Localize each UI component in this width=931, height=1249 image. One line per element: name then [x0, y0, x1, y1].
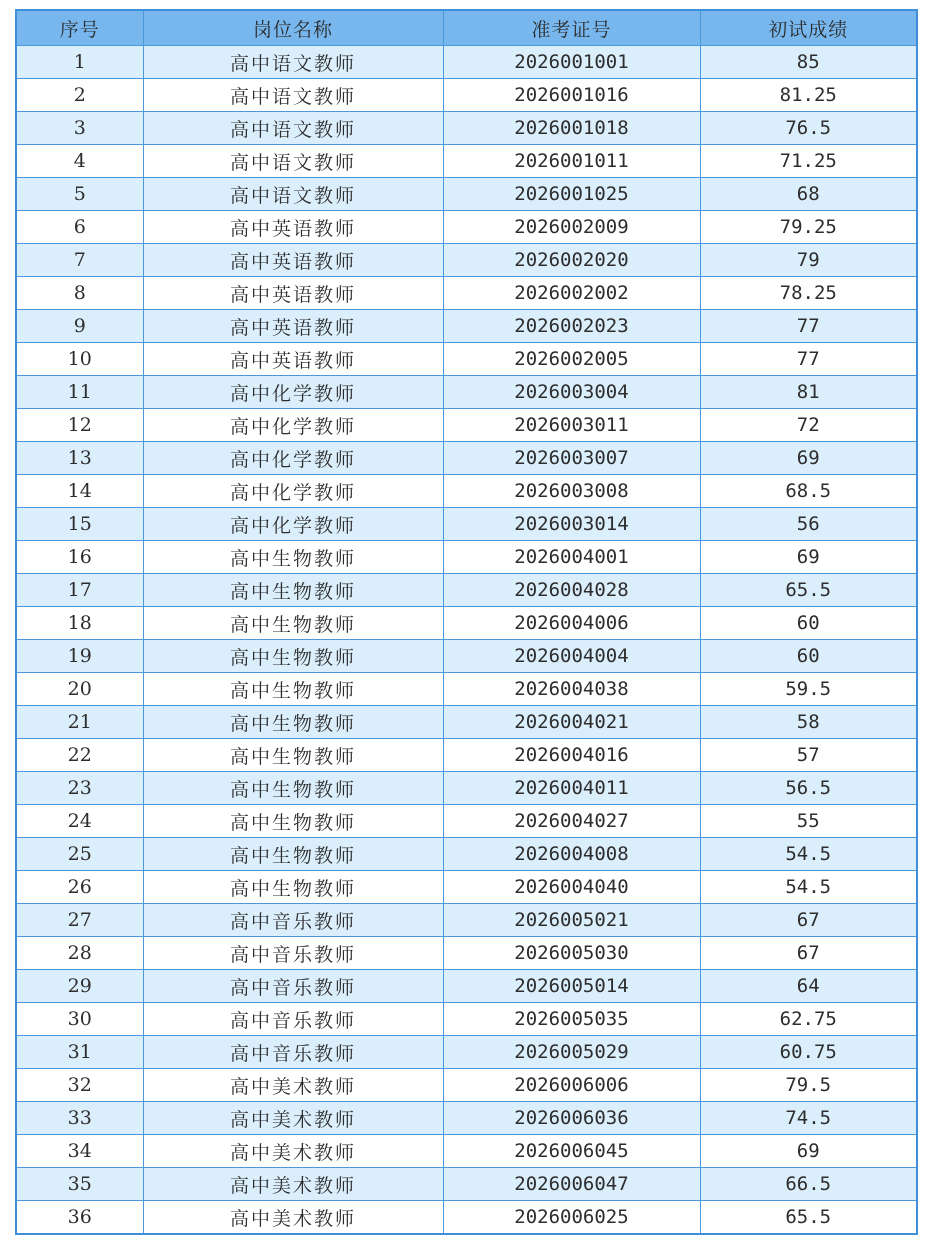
table-row [16, 475, 917, 508]
cell-admission-number: 2026004016 [443, 739, 700, 772]
table-body [16, 46, 917, 1235]
cell-admission-number: 2026005030 [443, 937, 700, 970]
cell-admission-number: 2026004038 [443, 673, 700, 706]
table-row [16, 277, 917, 310]
cell-serial-number: 27 [16, 904, 143, 937]
table-row [16, 739, 917, 772]
table-row [16, 145, 917, 178]
cell-position-name: 高中美术教师 [143, 1168, 443, 1201]
cell-serial-number: 7 [16, 244, 143, 277]
table-row [16, 1201, 917, 1235]
cell-position-name: 高中化学教师 [143, 508, 443, 541]
cell-position-name: 高中英语教师 [143, 211, 443, 244]
cell-position-name: 高中美术教师 [143, 1201, 443, 1235]
cell-serial-number: 36 [16, 1201, 143, 1235]
header-position-name: 岗位名称 [143, 10, 443, 46]
cell-position-name: 高中化学教师 [143, 376, 443, 409]
header-admission-number: 准考证号 [443, 10, 700, 46]
cell-position-name: 高中生物教师 [143, 574, 443, 607]
cell-initial-score: 64 [700, 970, 917, 1003]
table-row [16, 211, 917, 244]
cell-initial-score: 68.5 [700, 475, 917, 508]
cell-position-name: 高中英语教师 [143, 343, 443, 376]
table-row [16, 178, 917, 211]
cell-position-name: 高中生物教师 [143, 805, 443, 838]
table-row [16, 46, 917, 79]
table-row [16, 541, 917, 574]
cell-position-name: 高中生物教师 [143, 673, 443, 706]
cell-position-name: 高中音乐教师 [143, 1036, 443, 1069]
cell-admission-number: 2026004008 [443, 838, 700, 871]
cell-serial-number: 16 [16, 541, 143, 574]
table-row [16, 442, 917, 475]
table-row [16, 1102, 917, 1135]
cell-serial-number: 34 [16, 1135, 143, 1168]
cell-initial-score: 69 [700, 442, 917, 475]
table-row [16, 607, 917, 640]
table-row [16, 640, 917, 673]
cell-admission-number: 2026006047 [443, 1168, 700, 1201]
cell-initial-score: 81 [700, 376, 917, 409]
table-row [16, 409, 917, 442]
cell-position-name: 高中生物教师 [143, 640, 443, 673]
table-row [16, 1003, 917, 1036]
cell-initial-score: 67 [700, 904, 917, 937]
table-header [16, 10, 917, 46]
cell-serial-number: 14 [16, 475, 143, 508]
cell-admission-number: 2026006045 [443, 1135, 700, 1168]
cell-serial-number: 2 [16, 79, 143, 112]
cell-initial-score: 69 [700, 541, 917, 574]
cell-position-name: 高中生物教师 [143, 541, 443, 574]
cell-admission-number: 2026006006 [443, 1069, 700, 1102]
cell-initial-score: 66.5 [700, 1168, 917, 1201]
cell-initial-score: 81.25 [700, 79, 917, 112]
cell-initial-score: 76.5 [700, 112, 917, 145]
table-row [16, 970, 917, 1003]
table-row [16, 706, 917, 739]
cell-serial-number: 33 [16, 1102, 143, 1135]
cell-serial-number: 26 [16, 871, 143, 904]
cell-position-name: 高中生物教师 [143, 772, 443, 805]
cell-admission-number: 2026006036 [443, 1102, 700, 1135]
cell-serial-number: 29 [16, 970, 143, 1003]
cell-admission-number: 2026002005 [443, 343, 700, 376]
cell-serial-number: 21 [16, 706, 143, 739]
cell-serial-number: 5 [16, 178, 143, 211]
table-row [16, 904, 917, 937]
cell-initial-score: 85 [700, 46, 917, 79]
cell-initial-score: 77 [700, 310, 917, 343]
cell-serial-number: 12 [16, 409, 143, 442]
cell-serial-number: 22 [16, 739, 143, 772]
cell-serial-number: 31 [16, 1036, 143, 1069]
cell-serial-number: 3 [16, 112, 143, 145]
cell-initial-score: 72 [700, 409, 917, 442]
cell-position-name: 高中音乐教师 [143, 970, 443, 1003]
cell-initial-score: 58 [700, 706, 917, 739]
cell-position-name: 高中音乐教师 [143, 937, 443, 970]
table-row [16, 79, 917, 112]
cell-admission-number: 2026003011 [443, 409, 700, 442]
cell-admission-number: 2026003007 [443, 442, 700, 475]
header-initial-score: 初试成绩 [700, 10, 917, 46]
table-row [16, 805, 917, 838]
cell-initial-score: 62.75 [700, 1003, 917, 1036]
cell-position-name: 高中生物教师 [143, 706, 443, 739]
cell-serial-number: 23 [16, 772, 143, 805]
cell-admission-number: 2026003008 [443, 475, 700, 508]
cell-serial-number: 10 [16, 343, 143, 376]
cell-serial-number: 20 [16, 673, 143, 706]
cell-initial-score: 57 [700, 739, 917, 772]
cell-serial-number: 19 [16, 640, 143, 673]
table-row [16, 772, 917, 805]
cell-admission-number: 2026002009 [443, 211, 700, 244]
cell-position-name: 高中语文教师 [143, 46, 443, 79]
cell-serial-number: 4 [16, 145, 143, 178]
table-row [16, 1069, 917, 1102]
cell-serial-number: 6 [16, 211, 143, 244]
cell-position-name: 高中生物教师 [143, 607, 443, 640]
header-serial-number: 序号 [16, 10, 143, 46]
cell-admission-number: 2026004027 [443, 805, 700, 838]
cell-position-name: 高中语文教师 [143, 145, 443, 178]
cell-position-name: 高中化学教师 [143, 442, 443, 475]
cell-initial-score: 68 [700, 178, 917, 211]
table-row [16, 376, 917, 409]
cell-position-name: 高中英语教师 [143, 310, 443, 343]
table-row [16, 310, 917, 343]
cell-serial-number: 35 [16, 1168, 143, 1201]
cell-position-name: 高中生物教师 [143, 871, 443, 904]
cell-initial-score: 65.5 [700, 1201, 917, 1235]
table-row [16, 838, 917, 871]
cell-position-name: 高中音乐教师 [143, 1003, 443, 1036]
cell-position-name: 高中语文教师 [143, 79, 443, 112]
cell-initial-score: 56 [700, 508, 917, 541]
cell-initial-score: 71.25 [700, 145, 917, 178]
cell-serial-number: 30 [16, 1003, 143, 1036]
cell-position-name: 高中美术教师 [143, 1102, 443, 1135]
cell-position-name: 高中英语教师 [143, 277, 443, 310]
cell-initial-score: 54.5 [700, 838, 917, 871]
table-row [16, 937, 917, 970]
cell-initial-score: 55 [700, 805, 917, 838]
cell-position-name: 高中美术教师 [143, 1069, 443, 1102]
cell-admission-number: 2026005021 [443, 904, 700, 937]
cell-initial-score: 67 [700, 937, 917, 970]
cell-admission-number: 2026005029 [443, 1036, 700, 1069]
cell-initial-score: 65.5 [700, 574, 917, 607]
cell-initial-score: 59.5 [700, 673, 917, 706]
cell-admission-number: 2026003014 [443, 508, 700, 541]
cell-initial-score: 69 [700, 1135, 917, 1168]
table-row [16, 343, 917, 376]
cell-serial-number: 32 [16, 1069, 143, 1102]
cell-serial-number: 28 [16, 937, 143, 970]
cell-admission-number: 2026004006 [443, 607, 700, 640]
cell-serial-number: 15 [16, 508, 143, 541]
table-row [16, 1036, 917, 1069]
cell-position-name: 高中语文教师 [143, 178, 443, 211]
cell-position-name: 高中语文教师 [143, 112, 443, 145]
cell-admission-number: 2026006025 [443, 1201, 700, 1235]
cell-serial-number: 13 [16, 442, 143, 475]
cell-serial-number: 1 [16, 46, 143, 79]
cell-position-name: 高中生物教师 [143, 739, 443, 772]
cell-admission-number: 2026002002 [443, 277, 700, 310]
cell-serial-number: 17 [16, 574, 143, 607]
cell-admission-number: 2026002020 [443, 244, 700, 277]
cell-position-name: 高中化学教师 [143, 475, 443, 508]
cell-admission-number: 2026001018 [443, 112, 700, 145]
cell-initial-score: 60 [700, 607, 917, 640]
cell-serial-number: 9 [16, 310, 143, 343]
cell-admission-number: 2026003004 [443, 376, 700, 409]
cell-position-name: 高中生物教师 [143, 838, 443, 871]
cell-admission-number: 2026004028 [443, 574, 700, 607]
cell-admission-number: 2026005035 [443, 1003, 700, 1036]
cell-admission-number: 2026004011 [443, 772, 700, 805]
cell-serial-number: 8 [16, 277, 143, 310]
cell-admission-number: 2026001011 [443, 145, 700, 178]
cell-position-name: 高中美术教师 [143, 1135, 443, 1168]
cell-position-name: 高中音乐教师 [143, 904, 443, 937]
header-row [16, 10, 917, 46]
cell-serial-number: 24 [16, 805, 143, 838]
cell-admission-number: 2026004004 [443, 640, 700, 673]
cell-admission-number: 2026004001 [443, 541, 700, 574]
cell-serial-number: 25 [16, 838, 143, 871]
cell-serial-number: 18 [16, 607, 143, 640]
cell-admission-number: 2026004021 [443, 706, 700, 739]
cell-admission-number: 2026002023 [443, 310, 700, 343]
cell-admission-number: 2026001016 [443, 79, 700, 112]
cell-admission-number: 2026001001 [443, 46, 700, 79]
table-row [16, 1168, 917, 1201]
cell-initial-score: 60.75 [700, 1036, 917, 1069]
cell-initial-score: 74.5 [700, 1102, 917, 1135]
cell-admission-number: 2026001025 [443, 178, 700, 211]
cell-initial-score: 77 [700, 343, 917, 376]
table-row [16, 244, 917, 277]
cell-initial-score: 78.25 [700, 277, 917, 310]
score-table [15, 9, 918, 1235]
cell-initial-score: 56.5 [700, 772, 917, 805]
cell-initial-score: 79 [700, 244, 917, 277]
table-row [16, 871, 917, 904]
table-row [16, 508, 917, 541]
cell-initial-score: 60 [700, 640, 917, 673]
cell-initial-score: 79.5 [700, 1069, 917, 1102]
cell-serial-number: 11 [16, 376, 143, 409]
cell-initial-score: 79.25 [700, 211, 917, 244]
table-row [16, 673, 917, 706]
cell-position-name: 高中化学教师 [143, 409, 443, 442]
table-row [16, 1135, 917, 1168]
cell-admission-number: 2026005014 [443, 970, 700, 1003]
table-row [16, 574, 917, 607]
cell-initial-score: 54.5 [700, 871, 917, 904]
table-row [16, 112, 917, 145]
cell-position-name: 高中英语教师 [143, 244, 443, 277]
cell-admission-number: 2026004040 [443, 871, 700, 904]
